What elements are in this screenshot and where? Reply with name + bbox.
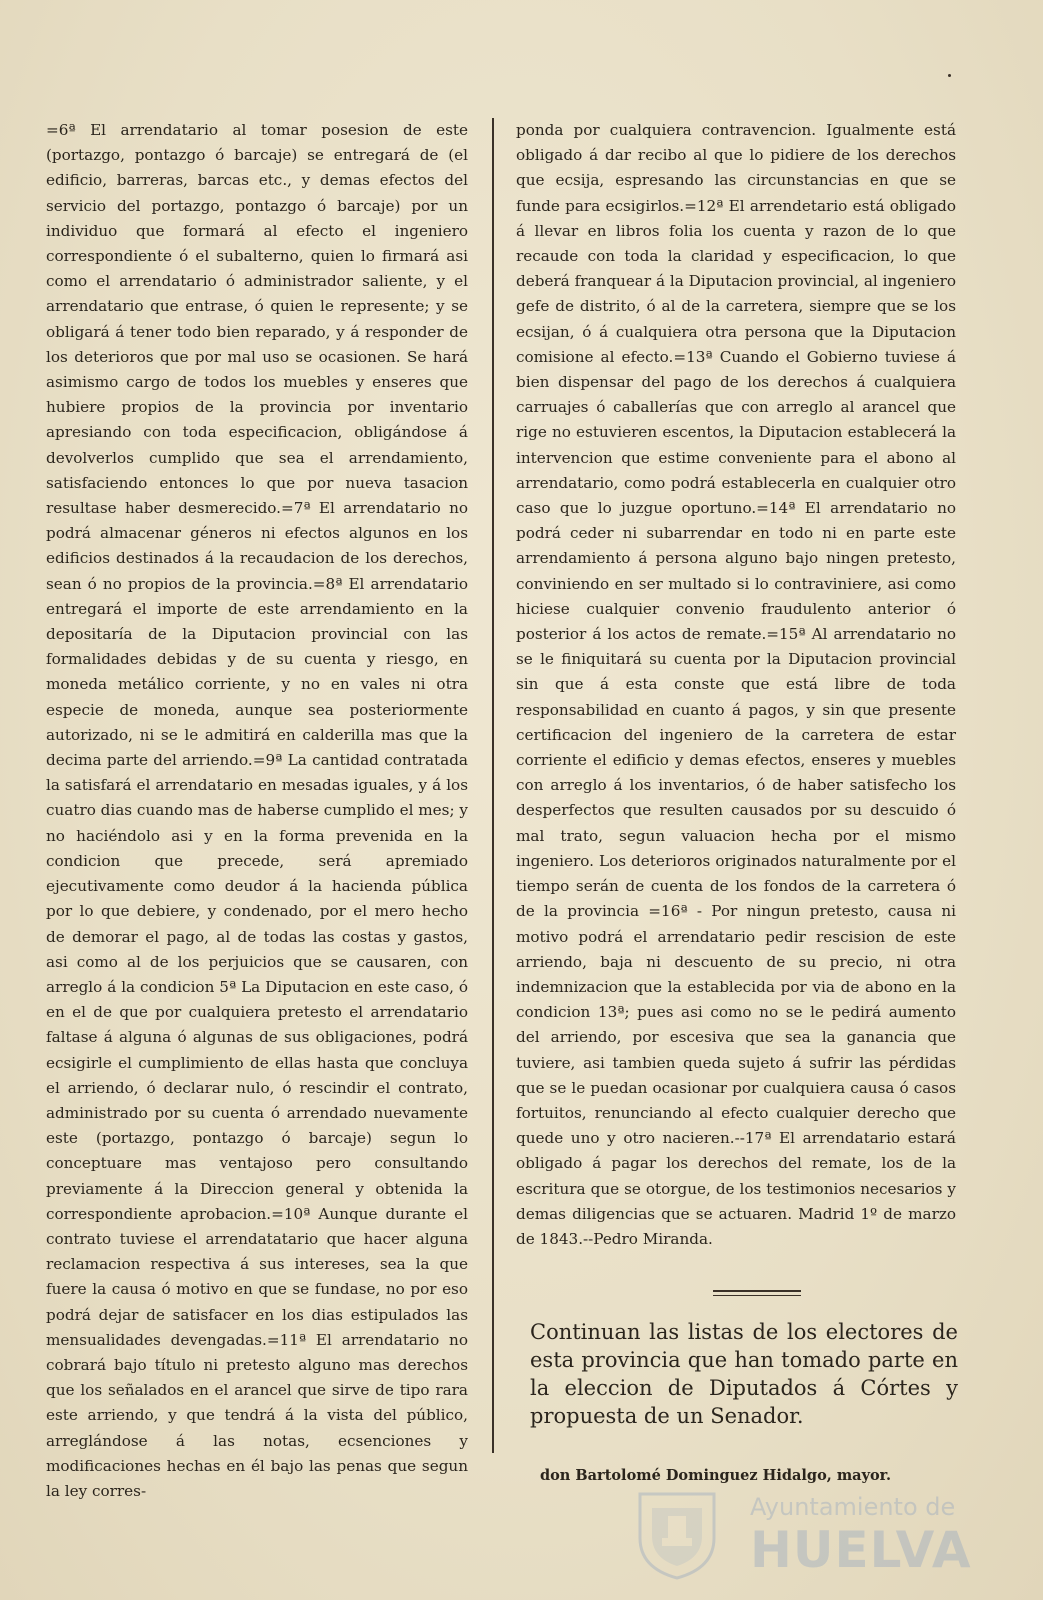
section-separator-thin bbox=[713, 1295, 801, 1296]
watermark-line1: Ayuntamiento de bbox=[750, 1493, 956, 1521]
column-divider bbox=[492, 118, 494, 1453]
ink-mark bbox=[948, 74, 951, 77]
section-separator bbox=[713, 1290, 801, 1292]
coat-of-arms-icon bbox=[632, 1488, 722, 1580]
left-column bbox=[46, 118, 468, 1504]
right-column-text: ponda por cualquiera contravencion. Igualmente está obligado á dar recibo al que lo pidiere de los derechos que ecsija, espresando las circunstancias en que se funde para ecsigirlos.=12ª El arrendetario está obligado á llevar en libros folia los cuenta y razon de lo que recaude con toda la claridad y especificacion, lo que deberá franquear á la Diputacion provincial, al ingeniero gefe de distrito, ó al de la carretera, siempre que se los ecsijan, ó á cualquiera otra persona que la Diputacion comisione al efecto.=13ª Cuando el Gobierno tuviese á bien dispensar del pago de los derechos á cualquiera carruajes ó caballerías que con arreglo al arancel que rige no estuvieren escentos, la Diputacion establecerá la intervencion que estime conveniente para el abono al arrendatario, como podrá establecerla en cualquier otro caso que lo juzgue oportuno.=14ª El arrendatario no podrá ceder ni subarrendar en todo ni en parte este arrendamiento á persona alguno bajo ningen pretesto, conviniendo en ser multado si lo contraviniere, asi como hiciese cualquier convenio fraudulento anterior ó posterior á los actos de remate.=15ª Al arrendatario no se le finiquitará su cuenta por la Diputacion provincial sin que á esta conste que está libre de toda responsabilidad en cuanto á pagos, y sin que presente certificacion del ingeniero de la carretera de estar corriente el edificio y demas efectos, enseres y muebles con arreglo á los inventarios, ó de haber satisfecho los desperfectos que resulten causados por su descuido ó mal trato, segun valuacion hecha por el mismo ingeniero. Los deterioros originados naturalmente por el tiempo serán de cuenta de los fondos de la carretera ó de la provincia =16ª - Por ningun pretesto, causa ni motivo podrá el arrendatario pedir rescision de este arriendo, baja ni descuento de su precio, ni otra indemnizacion que la establecida por via de abono en la condicion 13ª; pues asi como no se le pedirá aumento del arriendo, por escesiva que sea la ganancia que tuviere, asi tambien queda sujeto á sufrir las pérdidas que se le puedan ocasionar por cualquiera causa ó casos fortuitos, renunciando al efecto cualquier derecho que quede uno y otro nacieren.--17ª El arrendatario estará obligado á pagar los derechos del remate, los de la escritura que se otorgue, de los testimonios necesarios y demas diligencias que se actuaren. Madrid 1º de marzo de 1843.--Pedro Miranda. bbox=[516, 121, 956, 1248]
section-heading: Continuan las listas de los electores de esta provincia que han tomado parte en la eleccion de Diputados á Córtes y propuesta de un Senador. bbox=[530, 1320, 958, 1428]
archive-watermark bbox=[632, 1484, 972, 1584]
watermark-line2: HUELVA bbox=[750, 1521, 972, 1579]
left-column-text: =6ª El arrendatario al tomar posesion de este (portazgo, pontazgo ó barcaje) se entregará de (el edificio, barreras, barcas etc., y demas efectos del servicio del portazgo, pontazgo ó barcaje) por un individuo que formará al efecto el ingeniero correspondiente ó el subalterno, quien lo firmará asi como el arrendatario ó administrador saliente, y el arrendatario que entrase, ó quien le represente; y se obligará á tener todo bien reparado, y á responder de los deterioros que por mal uso se ocasionen. Se hará asimismo cargo de todos los muebles y enseres que hubiere propios de la provincia por inventario apresiando con toda especificacion, obligándose á devolverlos cumplido que sea el arrendamiento, satisfaciendo entonces lo que por nueva tasacion resultase haber desmerecido.=7ª El arrendatario no podrá almacenar géneros ni efectos algunos en los edificios destinados á la recaudacion de los derechos, sean ó no propios de la provincia.=8ª El arrendatario entregará el importe de este arrendamiento en la depositaría de la Diputacion provincial con las formalidades debidas y de su cuenta y riesgo, en moneda metálico corriente, y no en vales ni otra especie de moneda, aunque sea posteriormente autorizado, ni se le admitirá en calderilla mas que la decima parte del arriendo.=9ª La cantidad contratada la satisfará el arrendatario en mesadas iguales, y á los cuatro dias cuando mas de haberse cumplido el mes; y no haciéndolo asi y en la forma prevenida en la condicion que precede, será apremiado ejecutivamente como deudor á la hacienda pública por lo que debiere, y condenado, por el mero hecho de demorar el pago, al de todas las costas y gastos, asi como al de los perjuicios que se causaren, con arreglo á la condicion 5ª La Diputacion en este caso, ó en el de que por cualquiera pretesto el arrendatario faltase á alguna ó algunas de sus obligaciones, podrá ecsigirle el cumplimiento de ellas hasta que concluya el arriendo, ó declarar nulo, ó rescindir el contrato, administrado por su cuenta ó arrendado nuevamente este (portazgo, pontazgo ó barcaje) segun lo conceptuare mas ventajoso pero consultando previamente á la Direccion general y obtenida la correspondiente aprobacion.=10ª Aunque durante el contrato tuviese el arrendatatario que hacer alguna reclamacion respectiva á sus intereses, sea la que fuere la causa ó motivo en que se fundase, no por eso podrá dejar de satisfacer en los dias estipulados las mensualidades devengadas.=11ª El arrendatario no cobrará bajo título ni pretesto alguno mas derechos que los señalados en el arancel que sirve de tipo rara este arriendo, y que tendrá á la vista del público, arreglándose á las notas, ecsenciones y modificaciones hechas en él bajo las penas que segun la ley corres- bbox=[46, 121, 468, 1500]
elector-entry: don Bartolomé Dominguez Hidalgo, mayor. bbox=[540, 1467, 892, 1484]
right-column bbox=[516, 118, 956, 1252]
